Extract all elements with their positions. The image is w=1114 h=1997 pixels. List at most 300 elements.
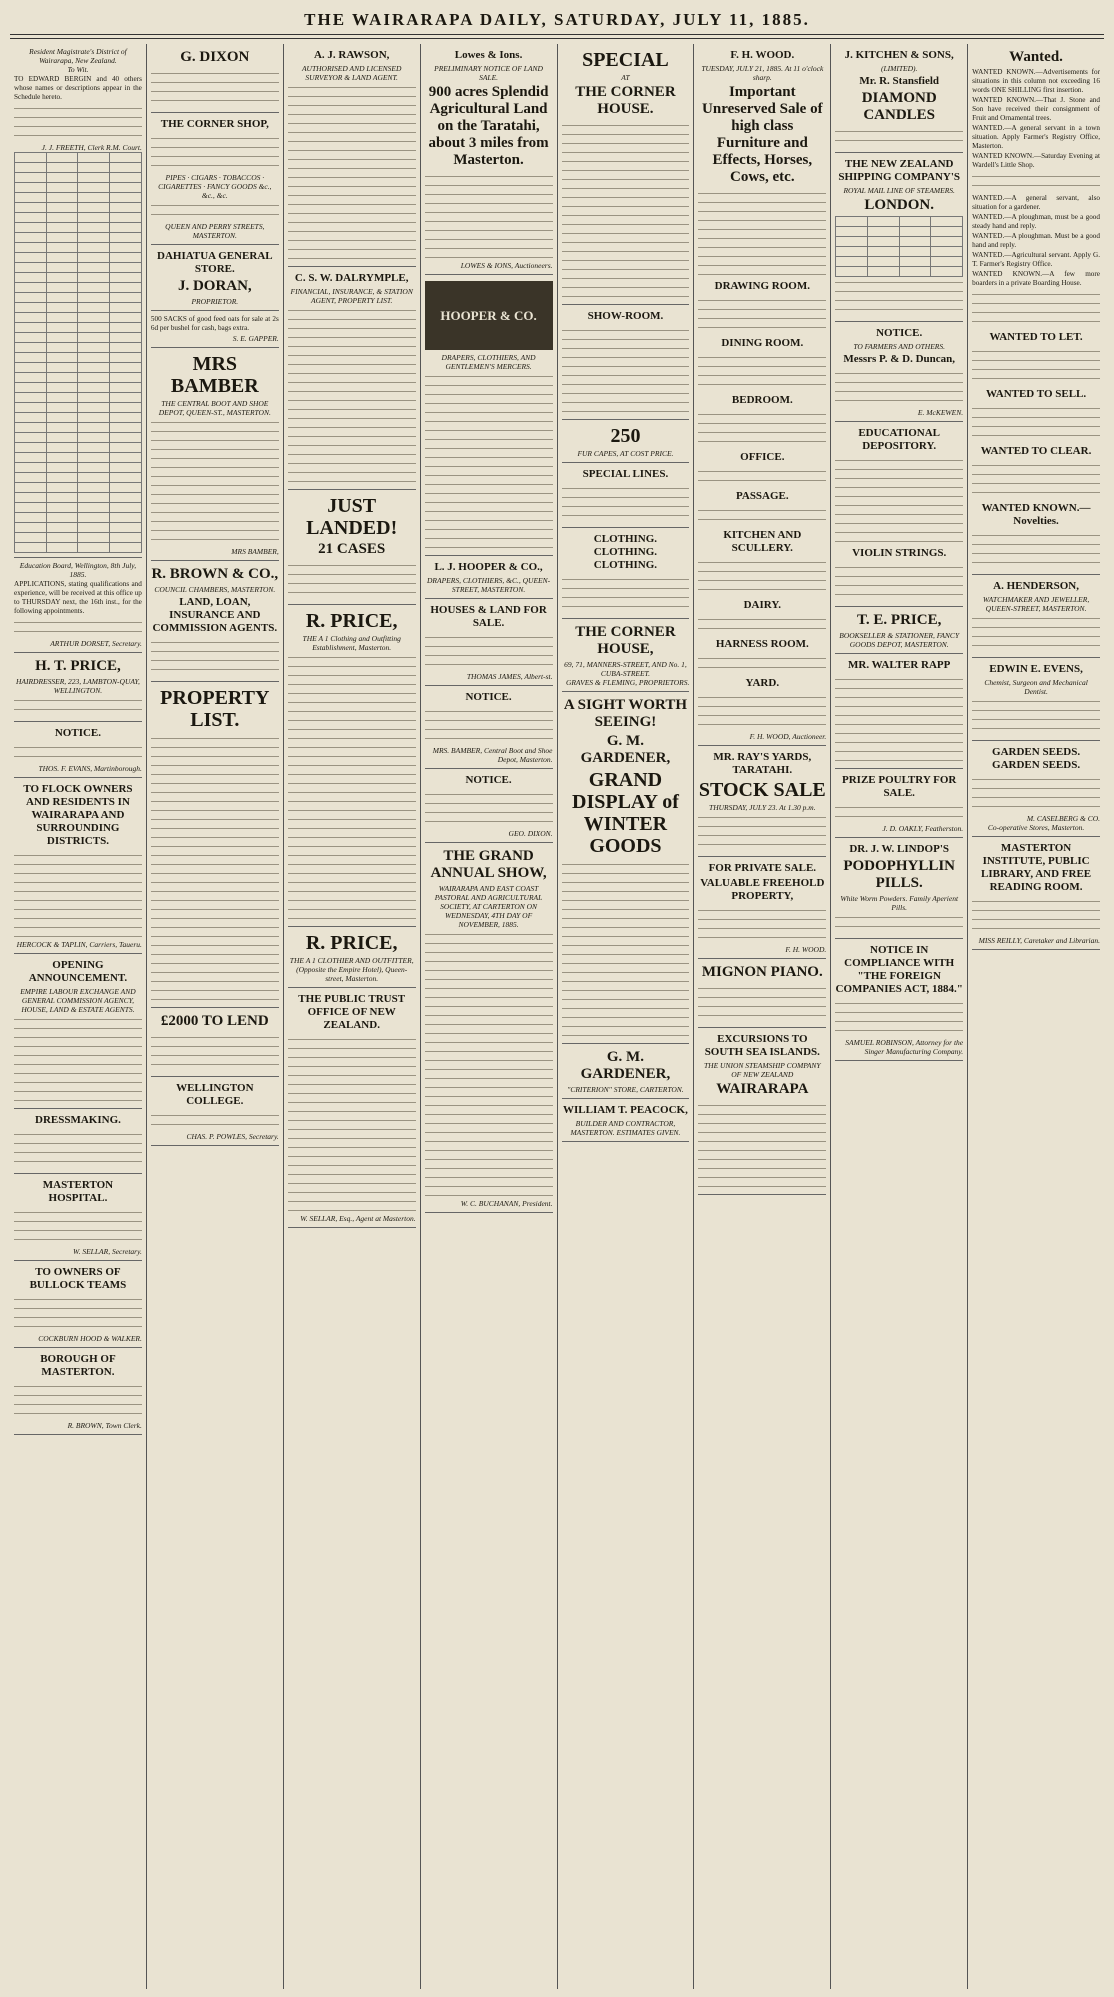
wanted-item: WANTED.—A ploughman, must be a good steady hand and reply. bbox=[972, 213, 1100, 230]
text-block bbox=[698, 653, 826, 675]
column-5 bbox=[558, 44, 695, 1989]
text-block bbox=[698, 614, 826, 636]
wanted-item: WANTED KNOWN.—Saturday Evening at Wardell's Little Shop. bbox=[972, 152, 1100, 169]
text-block bbox=[698, 505, 826, 527]
ad-body: APPLICATIONS, stating qualifications and experience, will be received at this office up to THURSDAY next, the 16th inst., for the following appointments. bbox=[14, 580, 142, 615]
farmers-notice bbox=[835, 322, 963, 422]
text-block bbox=[698, 1100, 826, 1190]
ad-signature: F. H. WOOD. bbox=[785, 945, 827, 954]
borough-ad bbox=[14, 1348, 142, 1435]
ad-title: NOTICE. bbox=[54, 727, 102, 739]
text-block bbox=[425, 461, 553, 551]
ad-title: H. T. PRICE, bbox=[35, 658, 121, 674]
ad-subtitle: (LIMITED). bbox=[880, 64, 918, 73]
text-block bbox=[151, 417, 279, 507]
text-block bbox=[972, 896, 1100, 936]
text-block bbox=[288, 832, 416, 922]
ad-subtitle: BOOKSELLER & STATIONER, FANCY GOODS DEPOT, MASTERTON. bbox=[839, 631, 960, 649]
mignon-piano-ad bbox=[698, 959, 826, 1028]
bamber-notice bbox=[425, 686, 553, 769]
text-block bbox=[14, 742, 142, 764]
text-block bbox=[835, 368, 963, 408]
text-block bbox=[288, 742, 416, 832]
clothing-ad bbox=[562, 528, 690, 619]
columns bbox=[10, 44, 1104, 1989]
section-heading: YARD. bbox=[745, 677, 780, 689]
text-block bbox=[972, 696, 1100, 736]
wanted-item: WANTED.—Agricultural servant. Apply G. T. Farmer's Registry Office. bbox=[972, 251, 1100, 268]
annual-show-ad bbox=[425, 843, 553, 1213]
ad-title: DR. J. W. LINDOP'S bbox=[849, 843, 949, 855]
text-block bbox=[151, 1032, 279, 1072]
text-block bbox=[835, 912, 963, 934]
lindop-pills-ad bbox=[835, 838, 963, 939]
text-block bbox=[151, 1110, 279, 1132]
ad-signature: ARTHUR DORSET, Secretary. bbox=[50, 639, 142, 648]
wanted-item: WANTED.—A general servant in a town situation. Apply Farmer's Registry Office, Masterton. bbox=[972, 124, 1100, 150]
hairdresser-ad bbox=[14, 653, 142, 722]
dressmaking-ad bbox=[14, 1109, 142, 1174]
ad-heading: VALUABLE FREEHOLD PROPERTY, bbox=[700, 877, 825, 902]
notice-body: TO EDWARD BERGIN and 40 others whose names or descriptions appear in the Schedule hereto. bbox=[14, 75, 142, 101]
wanted-heading: WANTED TO CLEAR. bbox=[980, 445, 1092, 457]
ad-title: MR. RAY'S YARDS, TARATAHI. bbox=[713, 751, 812, 776]
ad-title: WILLIAM T. PEACOCK, bbox=[562, 1104, 688, 1116]
ad-title: FOR PRIVATE SALE. bbox=[708, 862, 817, 874]
ad-items: PIPES · CIGARS · TOBACCOS · CIGARETTES · FANCY GOODS &c., &c., &c. bbox=[158, 173, 272, 200]
dalrymple-ad bbox=[288, 267, 416, 490]
ad-title: TO FLOCK OWNERS AND RESIDENTS IN WAIRARAPA AND SURROUNDING DISTRICTS. bbox=[23, 783, 133, 847]
ad-signature: M. CASELBERG & CO. bbox=[1026, 814, 1100, 823]
ad-title: MASTERTON INSTITUTE, PUBLIC LIBRARY, AND FREE READING ROOM. bbox=[980, 842, 1092, 893]
ad-subtitle: "CRITERION" STORE, CARTERTON. bbox=[567, 1085, 684, 1094]
ad-subtitle: WAIRARAPA AND EAST COAST PASTORAL AND AGRICULTURAL SOCIETY, AT CARTERTON ON WEDNESDAY, 4TH DAY OF NOVEMBER, 1885. bbox=[434, 884, 543, 929]
walter-rapp-ad bbox=[835, 654, 963, 769]
labour-exchange-ad bbox=[14, 954, 142, 1109]
public-trust-ad bbox=[288, 988, 416, 1228]
ad-title: Lowes & Ions. bbox=[454, 49, 523, 61]
ad-title: THE CORNER SHOP, bbox=[160, 118, 269, 130]
text-block bbox=[14, 1381, 142, 1421]
ad-title: 250 bbox=[610, 425, 641, 447]
ad-title: THE CORNER HOUSE, bbox=[575, 624, 676, 657]
prize-poultry-ad bbox=[835, 769, 963, 838]
text-block bbox=[14, 1207, 142, 1247]
wanted-heading: WANTED TO LET. bbox=[989, 331, 1083, 343]
section-heading: DINING ROOM. bbox=[721, 337, 804, 349]
ad-title: NOTICE. bbox=[465, 774, 512, 786]
garden-seeds-ad bbox=[972, 741, 1100, 837]
foreign-companies-notice bbox=[835, 939, 963, 1061]
text-block bbox=[151, 133, 279, 173]
text-block bbox=[698, 905, 826, 945]
ad-title: DRESSMAKING. bbox=[35, 1114, 121, 1126]
text-block bbox=[14, 1129, 142, 1169]
ad-subtitle: FUR CAPES, AT COST PRICE. bbox=[577, 449, 674, 458]
price-outfitter-ad bbox=[288, 927, 416, 988]
text-block bbox=[288, 172, 416, 262]
ad-subtitle: THE A 1 CLOTHIER AND OUTFITTER, (Opposite the Empire Hotel), Queen-street, Masterton. bbox=[289, 956, 414, 983]
ad-title: PROPERTY LIST. bbox=[160, 687, 270, 731]
bullock-teams-ad bbox=[14, 1261, 142, 1348]
text-block bbox=[562, 574, 690, 614]
ad-title: J. KITCHEN & SONS, bbox=[844, 49, 954, 61]
gardener-criterion-ad bbox=[562, 1044, 690, 1099]
text-block bbox=[698, 352, 826, 392]
section-heading: BEDROOM. bbox=[731, 394, 793, 406]
text-block bbox=[14, 617, 142, 639]
text-block bbox=[425, 632, 553, 672]
column-8 bbox=[968, 44, 1104, 1989]
text-block bbox=[288, 560, 416, 600]
text-block bbox=[972, 403, 1100, 443]
column-1 bbox=[10, 44, 147, 1989]
text-block bbox=[288, 305, 416, 395]
education-board-ad bbox=[14, 558, 142, 653]
column-3 bbox=[284, 44, 421, 1989]
text-block bbox=[14, 850, 142, 940]
shipping-company-ad bbox=[835, 153, 963, 322]
column-4 bbox=[421, 44, 558, 1989]
ad-title: OPENING ANNOUNCEMENT. bbox=[28, 959, 128, 984]
brown-co-ad bbox=[151, 561, 279, 682]
column-2 bbox=[147, 44, 284, 1989]
text-block bbox=[698, 692, 826, 732]
notice-to: To Wit. bbox=[67, 65, 89, 74]
ad-title: T. E. PRICE, bbox=[857, 612, 942, 628]
ad-subtitle: THE A 1 Clothing and Outfitting Establishment, Masterton. bbox=[302, 634, 401, 652]
text-block bbox=[425, 1019, 553, 1109]
masthead-rule-2 bbox=[10, 38, 1104, 39]
ad-name: Mr. R. Stansfield bbox=[859, 75, 940, 87]
ad-title: A SIGHT WORTH SEEING! bbox=[563, 697, 687, 730]
stock-sale-ad bbox=[698, 746, 826, 857]
hospital-ad bbox=[14, 1174, 142, 1261]
wanted-item: WANTED KNOWN.—A few more boarders in a private Boarding House. bbox=[972, 270, 1100, 287]
text-block bbox=[151, 507, 279, 547]
column-7 bbox=[831, 44, 968, 1989]
ad-title: L. J. HOOPER & CO., bbox=[434, 561, 543, 573]
wellington-college-ad bbox=[151, 1077, 279, 1146]
ad-subtitle: Co-operative Stores, Masterton. bbox=[987, 823, 1085, 832]
ad-title: JUST LANDED! bbox=[306, 495, 398, 539]
text-block bbox=[288, 82, 416, 172]
ad-heading: 900 acres Splendid Agricultural Land on the Taratahi, about 3 miles from Masterton. bbox=[428, 84, 549, 168]
special-lines-ad bbox=[562, 463, 690, 528]
ad-signature: GRAVES & FLEMING, PROPRIETORS. bbox=[565, 678, 690, 687]
text-block bbox=[835, 998, 963, 1038]
ad-title: DAHIATUA GENERAL STORE. bbox=[157, 250, 273, 275]
ad-title: SPECIAL LINES. bbox=[582, 468, 669, 480]
ad-subtitle: EMPIRE LABOUR EXCHANGE AND GENERAL COMMISSION AGENCY, HOUSE, LAND & ESTATE AGENTS. bbox=[20, 987, 136, 1014]
text-block bbox=[698, 983, 826, 1023]
section-heading: HARNESS ROOM. bbox=[715, 638, 809, 650]
masthead-rule bbox=[10, 34, 1104, 35]
text-block bbox=[151, 637, 279, 677]
price-clothing-ad bbox=[288, 605, 416, 927]
text-block bbox=[972, 346, 1100, 386]
ad-signature: S. E. GAPPER. bbox=[232, 334, 279, 343]
ad-signature: MRS. BAMBER, Central Boot and Shoe Depot, Masterton. bbox=[432, 746, 553, 764]
wanted-item: WANTED KNOWN.—That J. Stone and Son have received their consignment of Fruit and Ornamental trees. bbox=[972, 96, 1100, 122]
ad-title: THE NEW ZEALAND SHIPPING COMPANY'S bbox=[838, 158, 961, 183]
corner-shop-ad bbox=[151, 113, 279, 245]
schedule-table bbox=[14, 152, 142, 553]
text-block bbox=[972, 774, 1100, 814]
ad-name: Messrs P. & D. Duncan, bbox=[843, 353, 956, 365]
ad-signature: F. H. WOOD, Auctioneer. bbox=[749, 732, 827, 741]
ad-subtitle: DRAPERS, CLOTHIERS, AND GENTLEMEN'S MERCERS. bbox=[441, 353, 536, 371]
text-block bbox=[698, 188, 826, 278]
wanted-item: WANTED KNOWN.—Advertisements for situations in this column not exceeding 16 words ONE SHILLING first insertion. bbox=[972, 68, 1100, 94]
ad-heading: Important Unreserved Sale of high class Furniture and Effects, Horses, Cows, etc. bbox=[702, 84, 823, 185]
ad-subtitle: TO FARMERS AND OTHERS. bbox=[853, 342, 946, 351]
dahiatua-store-ad bbox=[151, 245, 279, 311]
ad-subtitle: COUNCIL CHAMBERS, MASTERTON. bbox=[154, 585, 276, 594]
ad-heading: STOCK SALE bbox=[698, 779, 826, 801]
ad-subtitle: Chemist, Surgeon and Mechanical Dentist. bbox=[984, 678, 1088, 696]
lowes-ions-ad bbox=[425, 44, 553, 275]
text-block bbox=[835, 277, 963, 317]
column-title: Wanted. bbox=[1009, 49, 1063, 65]
ad-subtitle: AT bbox=[621, 73, 630, 82]
ad-subtitle: QUEEN AND PERRY STREETS, MASTERTON. bbox=[165, 222, 265, 240]
text-block bbox=[151, 913, 279, 1003]
ad-heading: PODOPHYLLIN PILLS. bbox=[843, 858, 956, 891]
ad-title: G. M. GARDENER, bbox=[580, 1049, 671, 1082]
ad-subtitle: THE UNION STEAMSHIP COMPANY OF NEW ZEALAND bbox=[704, 1061, 821, 1079]
section-heading: VIOLIN STRINGS. bbox=[852, 547, 947, 559]
ad-subtitle: THE CENTRAL BOOT AND SHOE DEPOT, QUEEN-ST., MASTERTON. bbox=[158, 399, 271, 417]
ad-subtitle: 69, 71, MANNERS-STREET, AND No. 1, CUBA-STREET. bbox=[564, 660, 687, 678]
show-room-ad bbox=[562, 305, 690, 420]
text-block bbox=[425, 706, 553, 746]
ad-title: Education Board, Wellington, 8th July, 1885. bbox=[19, 561, 137, 579]
ad-title: EDWIN E. EVENS, bbox=[989, 663, 1083, 675]
bamber-ad bbox=[151, 348, 279, 561]
ad-title: R. PRICE, bbox=[305, 932, 398, 954]
text-block bbox=[425, 171, 553, 261]
ad-heading: LAND, LOAN, INSURANCE AND COMMISSION AGENTS. bbox=[152, 596, 278, 634]
ad-name: G. M. GARDENER, bbox=[580, 733, 671, 766]
sight-worth-seeing-ad bbox=[562, 692, 690, 1044]
ad-title: MRS BAMBER bbox=[170, 353, 259, 397]
ad-subtitle: THURSDAY, JULY 23. At 1.30 p.m. bbox=[709, 803, 816, 812]
ad-signature: CHAS. P. POWLES, Secretary. bbox=[186, 1132, 279, 1141]
ad-title: £2000 TO LEND bbox=[160, 1013, 269, 1029]
text-block bbox=[972, 530, 1100, 570]
text-block bbox=[151, 68, 279, 108]
ad-signature: SAMUEL ROBINSON, Attorney for the Singer Manufacturing Company. bbox=[845, 1038, 964, 1056]
dixon-notice bbox=[425, 769, 553, 843]
text-block bbox=[425, 789, 553, 829]
ad-title: NOTICE. bbox=[876, 327, 923, 339]
text-block bbox=[698, 557, 826, 597]
text-block bbox=[288, 652, 416, 742]
text-block bbox=[562, 210, 690, 300]
text-block bbox=[835, 802, 963, 824]
ad-banner-image: HOOPER & CO. bbox=[425, 281, 553, 350]
ad-subtitle: BUILDER AND CONTRACTOR, MASTERTON. ESTIMATES GIVEN. bbox=[570, 1119, 681, 1137]
masthead: THE WAIRARAPA DAILY, SATURDAY, JULY 11, 1885. bbox=[304, 10, 810, 29]
ad-subtitle: HAIRDRESSER, 223, LAMBTON-QUAY, WELLINGTON. bbox=[15, 677, 140, 695]
ad-title: TO OWNERS OF BULLOCK TEAMS bbox=[29, 1266, 127, 1291]
property-list-ad bbox=[151, 682, 279, 1008]
text-block bbox=[425, 371, 553, 461]
corner-house-address-ad bbox=[562, 619, 690, 692]
ad-title: A. J. RAWSON, bbox=[313, 49, 390, 61]
section-heading: DRAWING ROOM. bbox=[714, 280, 810, 292]
sailing-schedule-table bbox=[835, 216, 963, 277]
text-block bbox=[562, 120, 690, 210]
text-block bbox=[288, 395, 416, 485]
kitchen-sons-ad bbox=[835, 44, 963, 153]
ad-title: F. H. WOOD. bbox=[730, 49, 795, 61]
ad-title: NOTICE IN COMPLIANCE WITH "THE FOREIGN COMPANIES ACT, 1884." bbox=[835, 944, 963, 995]
text-block bbox=[562, 859, 690, 949]
ad-signature: THOMAS JAMES, Albert-st. bbox=[466, 672, 553, 681]
ad-name: J. DORAN, bbox=[177, 278, 252, 294]
corner-house-special-ad bbox=[562, 44, 690, 305]
flock-owners-ad bbox=[14, 778, 142, 954]
ad-title: EXCURSIONS TO SOUTH SEA ISLANDS. bbox=[704, 1033, 820, 1058]
te-price-ad bbox=[835, 607, 963, 654]
evens-chemist-ad bbox=[972, 658, 1100, 741]
ad-heading: LONDON. bbox=[864, 197, 934, 213]
evans-notice bbox=[14, 722, 142, 778]
wanted-column bbox=[972, 44, 1100, 575]
court-notice bbox=[14, 44, 142, 558]
ad-title: HOUSES & LAND FOR SALE. bbox=[430, 604, 547, 629]
column-6 bbox=[694, 44, 831, 1989]
ad-title: SHOW-ROOM. bbox=[587, 310, 664, 322]
text-block bbox=[972, 171, 1100, 193]
text-block bbox=[698, 409, 826, 449]
ad-subtitle: 21 CASES bbox=[318, 541, 386, 557]
ad-title: MIGNON PIANO. bbox=[701, 964, 823, 980]
ad-signature: R. BROWN, Town Clerk. bbox=[67, 1421, 142, 1430]
text-block bbox=[14, 1294, 142, 1334]
section-heading: OFFICE. bbox=[740, 451, 785, 463]
ad-title: MASTERTON HOSPITAL. bbox=[42, 1179, 114, 1204]
text-block bbox=[288, 1034, 416, 1124]
fur-capes-ad bbox=[562, 420, 690, 463]
henderson-ad bbox=[972, 575, 1100, 658]
wood-auction-ad bbox=[698, 44, 826, 746]
ad-signature: W. SELLAR, Esq., Agent at Masterton. bbox=[300, 1214, 416, 1223]
ad-title: G. DIXON bbox=[180, 49, 250, 65]
text-block bbox=[835, 126, 963, 148]
text-block bbox=[972, 613, 1100, 653]
text-block bbox=[151, 200, 279, 222]
text-block bbox=[835, 562, 963, 602]
rawson-ad bbox=[288, 44, 416, 267]
ad-heading: GRAND DISPLAY of WINTER GOODS bbox=[572, 769, 679, 857]
ad-heading: THE CORNER HOUSE. bbox=[575, 84, 676, 117]
text-block bbox=[698, 812, 826, 852]
text-block bbox=[698, 466, 826, 488]
text-block bbox=[698, 295, 826, 335]
wanted-item: WANTED.—A ploughman. Must be a good hand and reply. bbox=[972, 232, 1100, 249]
ad-title: R. BROWN & CO., bbox=[151, 566, 279, 582]
text-block bbox=[14, 1014, 142, 1104]
peacock-ad bbox=[562, 1099, 690, 1142]
ad-subtitle: TUESDAY, JULY 21, 1885. At 11 o'clock sharp. bbox=[701, 64, 824, 82]
hooper-co-ad bbox=[425, 556, 553, 599]
lend-ad bbox=[151, 1008, 279, 1077]
section-heading: PASSAGE. bbox=[735, 490, 789, 502]
ad-title: THE GRAND ANNUAL SHOW, bbox=[430, 848, 547, 881]
ad-subtitle: PROPRIETOR. bbox=[191, 297, 239, 306]
institute-ad bbox=[972, 837, 1100, 950]
text-block bbox=[151, 733, 279, 823]
text-block bbox=[972, 460, 1100, 500]
ad-title: CLOTHING. CLOTHING. CLOTHING. bbox=[593, 533, 658, 571]
ad-title: PRIZE POULTRY FOR SALE. bbox=[842, 774, 957, 799]
text-block bbox=[288, 1124, 416, 1214]
text-block bbox=[562, 483, 690, 523]
ad-heading: WAIRARAPA bbox=[716, 1081, 809, 1097]
ad-title: SPECIAL bbox=[582, 49, 669, 71]
ad-subtitle: White Worm Powders. Family Aperient Pills. bbox=[840, 894, 959, 912]
ad-subtitle: DRAPERS, CLOTHIERS, &C., QUEEN-STREET, MASTERTON. bbox=[427, 576, 551, 594]
ad-body: 500 SACKS of good feed oats for sale at 2s 6d per bushel for cash, bags extra. bbox=[150, 315, 279, 332]
ad-title: C. S. W. DALRYMPLE, bbox=[294, 272, 409, 284]
ad-title: R. PRICE, bbox=[305, 610, 398, 632]
educational-depository-ad bbox=[835, 422, 963, 607]
text-block bbox=[562, 325, 690, 415]
houses-land-ad bbox=[425, 599, 553, 686]
ad-signature: THOS. F. EVANS, Martinborough. bbox=[38, 764, 142, 773]
ad-title: MR. WALTER RAPP bbox=[848, 659, 951, 671]
ad-title: WELLINGTON COLLEGE. bbox=[176, 1082, 254, 1107]
just-landed-ad bbox=[288, 490, 416, 605]
text-block bbox=[425, 929, 553, 1019]
text-block bbox=[835, 455, 963, 545]
section-heading: DAIRY. bbox=[743, 599, 782, 611]
ad-subtitle: FINANCIAL, INSURANCE, & STATION AGENT, PROPERTY LIST. bbox=[290, 287, 413, 305]
ad-signature: HERCOCK & TAPLIN, Carriers, Taueru. bbox=[16, 940, 142, 949]
text-block bbox=[972, 289, 1100, 329]
text-block bbox=[835, 674, 963, 764]
text-block bbox=[562, 949, 690, 1039]
ad-signature: GEO. DIXON. bbox=[508, 829, 553, 838]
hooper-banner-ad bbox=[425, 275, 553, 556]
ad-subtitle: AUTHORISED AND LICENSED SURVEYOR & LAND AGENT. bbox=[301, 64, 402, 82]
ad-signature: W. SELLAR, Secretary. bbox=[73, 1247, 142, 1256]
wanted-heading: WANTED KNOWN.—Novelties. bbox=[981, 502, 1091, 527]
wanted-item: WANTED.—A general servant, also situation for a gardener. bbox=[972, 194, 1100, 211]
ad-title: NOTICE. bbox=[465, 691, 512, 703]
ad-subtitle: WATCHMAKER AND JEWELLER, QUEEN-STREET, MASTERTON. bbox=[982, 595, 1090, 613]
oats-ad bbox=[151, 311, 279, 348]
ad-signature: MISS REILLY, Caretaker and Librarian. bbox=[978, 936, 1100, 945]
ad-title: EDUCATIONAL DEPOSITORY. bbox=[858, 427, 941, 452]
dixon-ad bbox=[151, 44, 279, 113]
ad-heading: DIAMOND CANDLES bbox=[861, 90, 937, 123]
notice-title: Resident Magistrate's District of Wairarapa, New Zealand. bbox=[29, 47, 127, 65]
excursions-ad bbox=[698, 1028, 826, 1195]
ad-signature: MRS BAMBER, bbox=[231, 547, 279, 556]
notice-signature: J. J. FREETH, Clerk R.M. Court. bbox=[41, 143, 142, 152]
wanted-heading: WANTED TO SELL. bbox=[985, 388, 1087, 400]
ad-title: BOROUGH OF MASTERTON. bbox=[40, 1353, 116, 1378]
ad-signature: E. McKEWEN. bbox=[917, 408, 964, 417]
section-heading: KITCHEN AND SCULLERY. bbox=[723, 529, 802, 554]
ad-signature: COCKBURN HOOD & WALKER. bbox=[38, 1334, 142, 1343]
text-block bbox=[425, 1109, 553, 1199]
ad-title: A. HENDERSON, bbox=[993, 580, 1079, 592]
